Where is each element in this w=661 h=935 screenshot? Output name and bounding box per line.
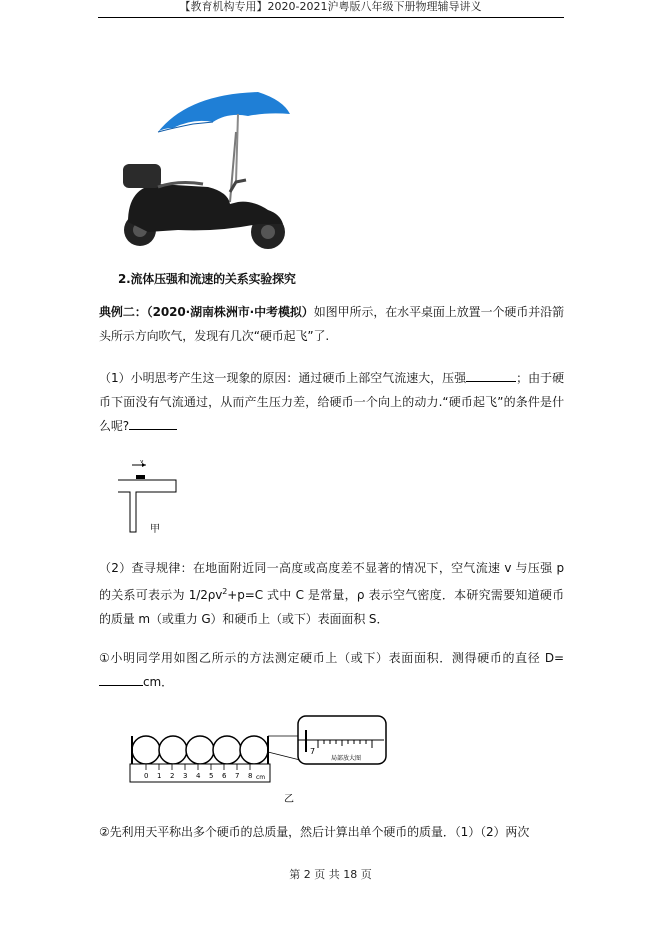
figure-yi: [126, 712, 391, 810]
ruler-tick-label: 1: [157, 772, 162, 780]
example-label: 典例二：: [99, 305, 147, 319]
question-2-1-text-a: ①小明同学用如图乙所示的方法测定硬币上（或下）表面面积．测得硬币的直径 D=: [99, 651, 564, 665]
scooter-umbrella-figure: [118, 92, 293, 250]
ruler-tick-label: 5: [209, 772, 214, 780]
airflow-label: v: [140, 460, 144, 465]
figure-jia-caption: 甲: [150, 524, 160, 535]
page-header: 【教育机构专用】2020-2021沪粤版八年级下册物理辅导讲义: [179, 0, 482, 13]
ruler-tick-label: 7: [235, 772, 240, 780]
question-1-text-b: ；由于硬币下面没有气流通过，从而产生压力差，给硬币一个向上的动力.“硬币起飞”的条件是什么呢?: [99, 371, 564, 433]
example-text: 如图甲所示，在水平桌面上放置一个硬币并沿箭头所示方向吹气，发现有几次“硬币起飞”了.: [99, 305, 564, 343]
question-1-text-a: （1）小明思考产生这一现象的原因：通过硬币上部空气流速大，压强: [99, 371, 467, 385]
ruler-tick-label: 8: [248, 772, 253, 780]
figure-jia: [118, 460, 178, 535]
ruler-unit: cm: [256, 774, 266, 781]
header-divider: [98, 17, 564, 18]
ruler-tick-label: 0: [144, 772, 149, 780]
question-2-text-b: +p=C 式中 C 是常量，ρ 表示空气密度．本研究需要知道硬币的质量 m（或重力 G）和硬币上（或下）表面面积 S．: [99, 588, 564, 626]
figure-yi-caption: 乙: [284, 794, 294, 805]
coin-shape: [136, 475, 145, 479]
zoom-caption: 局部放大图: [331, 755, 362, 762]
question-1: [99, 366, 564, 438]
question-2: [99, 556, 564, 631]
ruler-tick-label: 3: [183, 772, 188, 780]
question-2-1-text-b: cm．: [143, 675, 173, 689]
answer-blank-pressure[interactable]: [466, 368, 516, 382]
question-2-1: [99, 646, 564, 694]
question-2-sup: 2: [222, 587, 228, 596]
ruler-tick-label: 2: [170, 772, 175, 780]
question-2-text-a: （2）查寻规律：在地面附近同一高度或高度差不显著的情况下，空气流速 v 与压强 p 的关系可表示为 1/2ρv: [99, 561, 564, 602]
answer-blank-condition[interactable]: [129, 416, 177, 430]
answer-blank-diameter[interactable]: [99, 672, 143, 686]
question-2-2: ②先利用天平称出多个硬币的总质量，然后计算出单个硬币的质量．（1）（2）两次: [99, 825, 530, 839]
section-heading: 2.流体压强和流速的关系实验探究: [118, 272, 296, 286]
example-source: （2020·湖南株洲市·中考模拟）: [146, 305, 314, 319]
page-footer: 第 2 页 共 18 页: [289, 868, 372, 881]
zoom-number: 7: [310, 747, 316, 756]
ruler-tick-label: 4: [196, 772, 201, 780]
example-paragraph: [99, 300, 564, 348]
ruler-tick-label: 6: [222, 772, 227, 780]
